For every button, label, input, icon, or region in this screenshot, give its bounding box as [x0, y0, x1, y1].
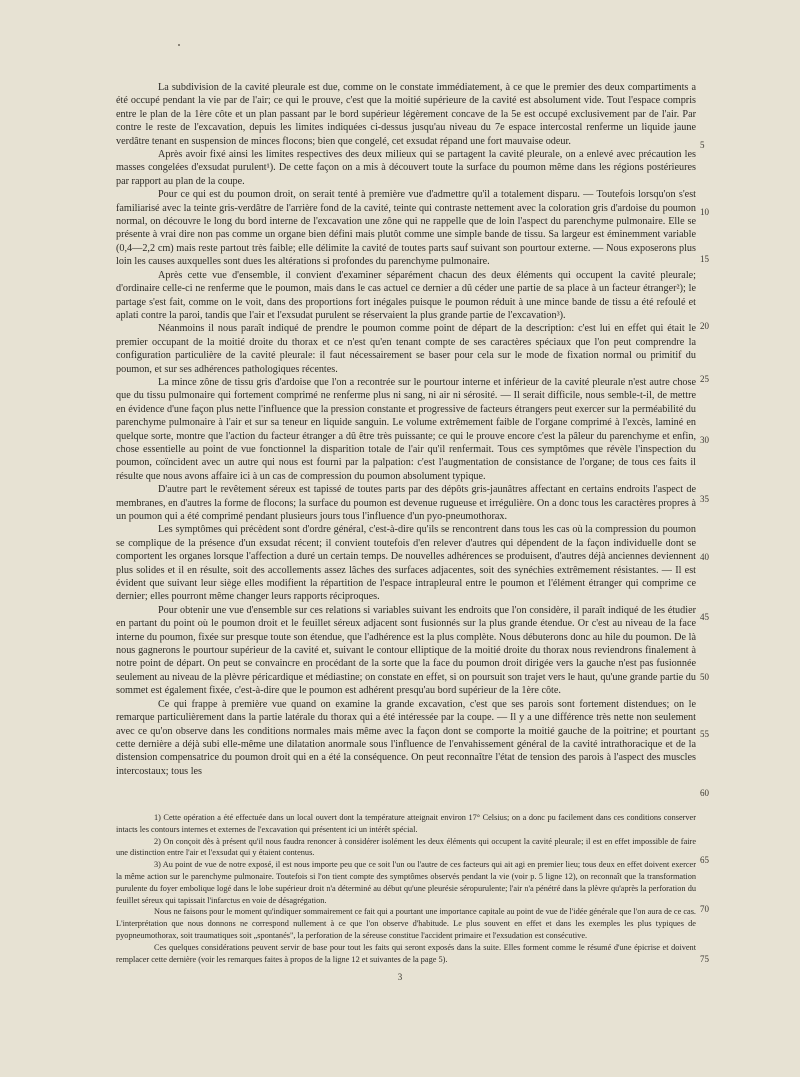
- line-number: 25: [700, 374, 709, 384]
- paragraph: Pour obtenir une vue d'ensemble sur ces relations si variables suivant les endroits que l'on considère, il paraît indiqué de les étudier en partant du point où le poumon droit et le feuillet séreux adjacent sont fusionnés sur la plus grande étendue. Or c'est au niveau de la face interne du poumon, fixée sur presque toute son étendue, que l'adhérence est la plus complète. Nous débuterons donc au hile du poumon. De là nous gagnerons le pourtour supérieur de la cavité et, suivant le contour elliptique de la moitié droite du thorax nous reviendrons finalement à notre point de départ. On peut se convaincre en procédant de la sorte que la face du poumon droit dirigée vers la gauche n'est pas fusionnée seulement au niveau de la plèvre péricardique et médiastine; on constate en effet, si on poursuit son trajet vers le haut, qu'une grande partie du sommet est également fixée, c'est-à-dire que le poumon est adhérent presqu'au bord supérieur de la 1ère côte.: [116, 604, 696, 697]
- line-number: 60: [700, 788, 709, 798]
- footnote: Nous ne faisons pour le moment qu'indiquer sommairement ce fait qui a pourtant une importance capitale au point de vue de l'idée générale que l'on aura de ce cas. L'interprétation que nous donnons ne correspond nullement à ce que l'on observe d'habitude. Le plus souvent en effet et dans les exemples les plus typiques de pyopneumothorax, soit traumatiques soit „spontanés", la perforation de la séreuse constitue l'accident primaire et l'exsudation est consécutive.: [116, 907, 696, 940]
- paragraph: Néanmoins il nous paraît indiqué de prendre le poumon comme point de départ de la description: c'est lui en effet qui était le premier occupant de la moitié droite du thorax et ce n'est qu'en tenant compte de ses caractères spéciaux que l'on peut comprendre la configuration particulière de la cavité pleurale: il faut nécessairement se baser pour cela sur le mode de fixation normal ou primitif du poumon, et sur ses adhérences pathologiques récentes.: [116, 323, 696, 375]
- paragraph: D'autre part le revêtement séreux est tapissé de toutes parts par des dépôts gris-jaunâtres affectant en certains endroits l'aspect de membranes, en d'autres la forme de flocons; la surface du poumon est devenue rugueuse et irrégulière. On a donc tous les caractères propres à un poumon qui a été comprimé pendant plusieurs jours tous l'influence d'un pyo-pneumothorax.: [116, 484, 696, 522]
- line-number: 75: [700, 954, 709, 964]
- line-number: 5: [700, 140, 705, 150]
- line-number: 20: [700, 321, 709, 331]
- line-number: 65: [700, 855, 709, 865]
- paragraph: Après cette vue d'ensemble, il convient d'examiner séparément chacun des deux éléments qui occupent la cavité pleurale; d'ordinaire celle-ci ne renferme que le poumon, mais dans le cas actuel ce dernier a dû céder une partie de sa place à un facteur étranger²); le partage s'est fait, comme on le voit, dans des proportions fort inégales puisque le poumon réduit à une mince bande de tissu a été refoulé et aplati contre la paroi, tandis que l'air et l'exsudat purulent se réservaient la plus grande partie de l'excavation³).: [116, 269, 696, 321]
- footnotes: [116, 812, 696, 965]
- line-number: 70: [700, 904, 709, 914]
- ink-speck: [178, 44, 180, 46]
- line-number: 35: [700, 494, 709, 504]
- footnote: 3) Au point de vue de notre exposé, il est nous importe peu que ce soit l'un ou l'autre de ces facteurs qui ait agi en premier lieu; tous deux en effet doivent exercer la même action sur le parenchyme pulmonaire. Toutefois si l'on tient compte des symptômes observés pendant la vie (voir p. 5 ligne 12), on reconnaît que la transformation purulente du foyer embolique logé dans le lobe supérieur droit n'a déterminé au début qu'une pleurésie séropurulente; l'air n'a pénétré dans la plèvre qu'après la perforation du feuillet séreux qui tapissait l'infarctus en voie de désagrégation.: [116, 860, 696, 905]
- paragraph: Les symptômes qui précèdent sont d'ordre général, c'est-à-dire qu'ils se rencontrent dans tous les cas où la compression du poumon se complique de la présence d'un exsudat récent; il convient toutefois d'en relever d'autres qui dépendent de la façon individuelle dont se comportent les organes lorsque l'affection a duré un certain temps. De nouvelles adhérences se produisent, d'autres déjà anciennes deviennent plus solides et il en résulte, soit des accollements assez lâches des surfaces adjacentes, soit des synéchies extrêmement résistantes. — Il est évident que suivant leur siège elles modifient la répartition de l'espace intrapleural entre le poumon et l'élément étranger qui comprime ce dernier; elles pourront même changer leurs rapports réciproques.: [116, 524, 696, 603]
- paragraph: La subdivision de la cavité pleurale est due, comme on le constate immédiatement, à ce que le premier des deux compartiments a été occupé pendant la vie par de l'air; ce qui le prouve, c'est que la moitié supérieure de la cavité est absolument vide. Tout l'espace compris entre le plan de la 1ère côte et un plan passant par le bord supérieur légèrement concave de la 5e est occupé exclusivement par de l'air. Par contre le reste de l'excavation, depuis les limites indiquées ci-dessus jusqu'au niveau du 7e espace intercostal renferme un liquide jaune verdâtre tenant en suspension de minces flocons; bien que congelé, cet exsudat répand une fort mauvaise odeur.: [116, 82, 696, 147]
- line-number: 55: [700, 729, 709, 739]
- line-number: 10: [700, 207, 709, 217]
- footnote: 1) Cette opération a été effectuée dans un local ouvert dont la température atteignait environ 17° Celsius; on a donc pu facilement dans ces conditions conserver intacts les contours internes et externes de l'excavation qui présentent ici un intérêt spécial.: [116, 813, 696, 834]
- page-number: 3: [397, 972, 403, 982]
- paragraph: La mince zône de tissu gris d'ardoise que l'on a recontrée sur le pourtour interne et inférieur de la cavité pleurale n'est autre chose que du tissu pulmonaire qui fortement comprimé ne renferme plus ni sang, ni air ni sérosité. — Il serait difficile, nous semble-t-il, de mettre en évidence d'une façon plus nette l'influence que la pression constante et progressive de facteurs étrangers peut exercer sur la perméabilité du parenchyme pulmonaire à l'air et sur sa teneur en liquide sanguin. Le volume extrêmement faible de l'organe comprimé à l'excès, laminé en quelque sorte, montre que l'action du facteur étranger a dû être très puissante; ce qui le prouve encore c'est la pâleur du parenchyme et enfin, chose essentielle au point de vue fonctionnel la disparition totale de l'air qu'il renfermait. Tous ces symptômes que révèle l'inspection du poumon, coïncident avec un autre qui nous est fourni par la palpation: c'est l'augmentation de consistance de l'organe; de tous ces faits il résulte que nous avons affaire ici à un cas de compression du poumon absolument typique.: [116, 376, 696, 482]
- footnote: 2) On conçoit dès à présent qu'il nous faudra renoncer à considérer isolément les deux éléments qui occupent la cavité pleurale; il est en effet impossible de faire une distinction entre l'air et l'exsudat qui y étaient contenus.: [116, 836, 696, 858]
- line-number: 30: [700, 435, 709, 445]
- line-number: 45: [700, 612, 709, 622]
- line-number: 40: [700, 552, 709, 562]
- paragraph: Ce qui frappe à première vue quand on examine la grande excavation, c'est que ses parois sont fortement distendues; on le remarque particulièrement dans la partie latérale du thorax qui a été intéressée par la coupe. — Il y a une différence très nette non seulement avec ce qu'on observe dans les conditions normales mais même avec la façon dont se comporte la moitié gauche de la poitrine; et pourtant cette dernière a déjà subi elle-même une dilatation anormale sous l'influence de l'envahissement général de la cavité intrathoracique et de la distension compensatrice du poumon droit qui en a été la conséquence. On peut reconnaître l'état de tension des parois à l'aspect des muscles intercostaux; tous les: [116, 698, 696, 777]
- main-text: [116, 81, 696, 778]
- line-number: 50: [700, 672, 709, 682]
- footnote: Ces quelques considérations peuvent servir de base pour tout les faits qui seront exposés dans la suite. Elles forment comme le résumé d'une épicrise et doivent remplacer cette dernière (voir les remarques faites à propos de la ligne 12 et suivantes de la page 5).: [116, 942, 696, 964]
- paragraph: Après avoir fixé ainsi les limites respectives des deux milieux qui se partagent la cavité pleurale, on a enlevé avec précaution les masses congelées d'exsudat purulent¹). De cette façon on a mis à découvert toute la surface du poumon même dans les régions postérieures par rapport au plan de la coupe.: [116, 149, 696, 187]
- paragraph: Pour ce qui est du poumon droit, on serait tenté à première vue d'admettre qu'il a totalement disparu. — Toutefois lorsqu'on s'est familiarisé avec la teinte gris-verdâtre de l'arrière fond de la cavité, teinte qui contraste nettement avec la coloration gris d'ardoise du poumon normal, on découvre le long du bord interne de l'excavation une zône qui ne rappelle que de loin l'aspect du parenchyme pulmonaire. Elle se présente à vrai dire non pas comme un organe bien défini mais plutôt comme une simple bande de tissu. Sa largeur est éminemment variable (0,4—2,2 cm) mais reste partout très faible; elle délimite la cavité de toutes parts sauf suivant son pourtour externe. — Nous exposerons plus loin les causes auxquelles sont dues les altérations si profondes du parenchyme pulmonaire.: [116, 189, 696, 268]
- line-number: 15: [700, 254, 709, 264]
